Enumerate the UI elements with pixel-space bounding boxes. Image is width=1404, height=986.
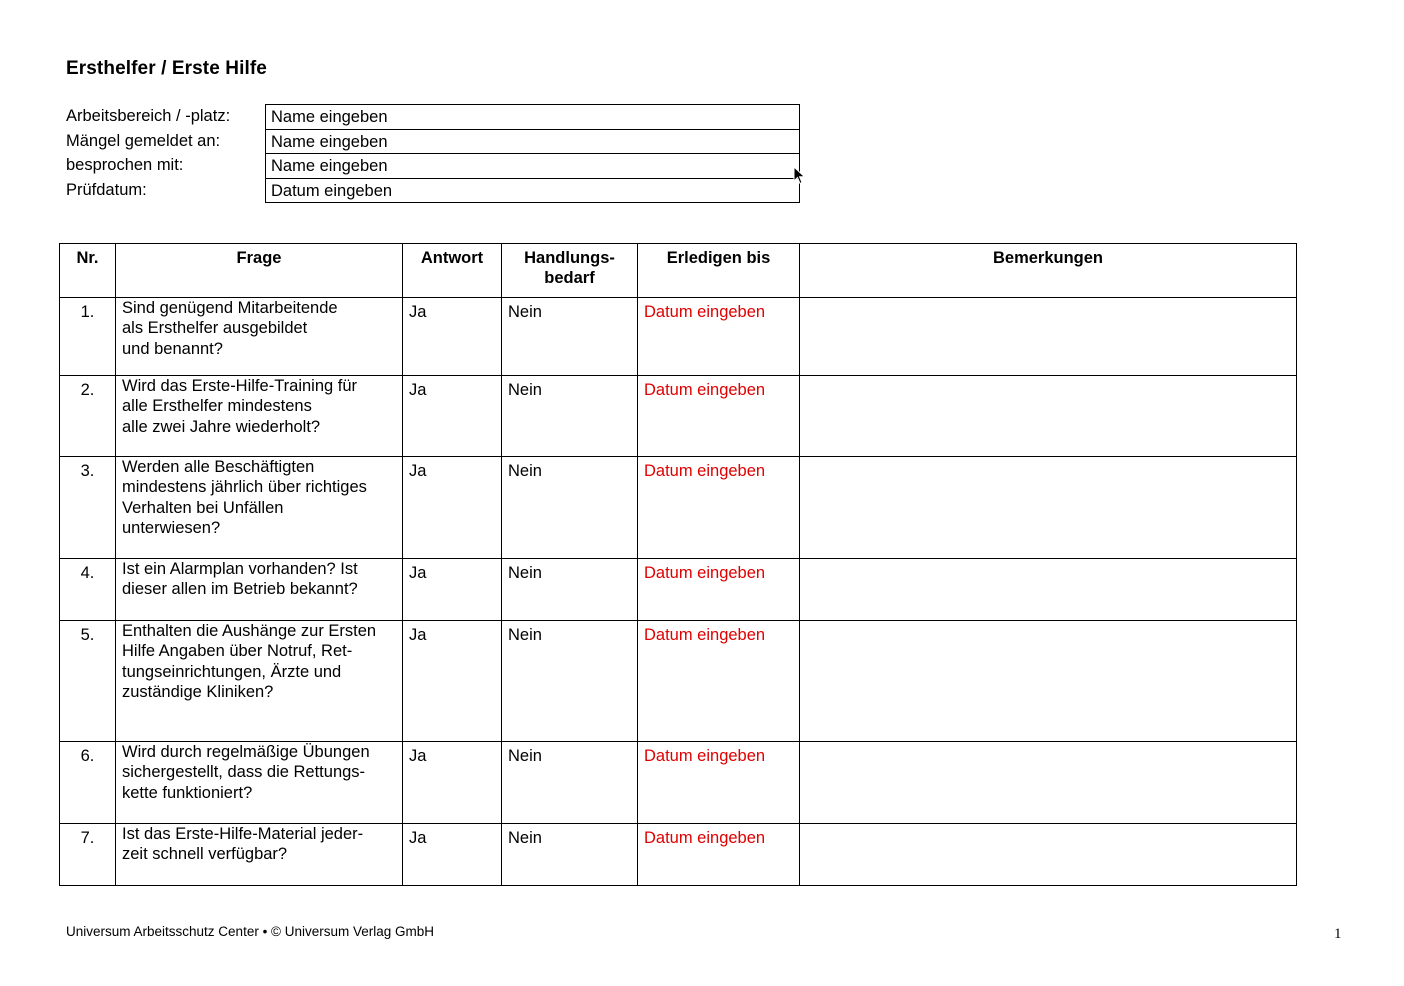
table-row bbox=[60, 457, 1297, 559]
checklist-table bbox=[59, 243, 1297, 886]
row-number: 6. bbox=[60, 742, 116, 824]
table-row bbox=[60, 742, 1297, 824]
row-due-date-field[interactable]: Datum eingeben bbox=[638, 621, 800, 742]
row-remarks-field[interactable] bbox=[800, 457, 1297, 559]
row-remarks-field[interactable] bbox=[800, 824, 1297, 886]
row-number: 2. bbox=[60, 376, 116, 457]
info-labels bbox=[66, 104, 261, 202]
info-label-discussed-with: besprochen mit: bbox=[66, 156, 184, 174]
reported-to-field[interactable]: Name eingeben bbox=[266, 130, 799, 155]
info-form bbox=[265, 104, 800, 203]
row-answer[interactable]: Ja bbox=[403, 457, 502, 559]
row-remarks-field[interactable] bbox=[800, 559, 1297, 621]
row-number: 1. bbox=[60, 298, 116, 376]
question-line: Ist ein Alarmplan vorhanden? Ist bbox=[122, 560, 358, 578]
row-due-date-field[interactable]: Datum eingeben bbox=[638, 824, 800, 886]
row-remarks-field[interactable] bbox=[800, 742, 1297, 824]
header-question: Frage bbox=[116, 244, 403, 298]
question-line: tungseinrichtungen, Ärzte und bbox=[122, 662, 342, 681]
header-action-needed bbox=[502, 244, 638, 298]
table-row bbox=[60, 376, 1297, 457]
header-due-date: Erledigen bis bbox=[638, 244, 800, 298]
question-line: kette funktioniert? bbox=[122, 783, 253, 802]
row-due-date-field[interactable]: Datum eingeben bbox=[638, 376, 800, 457]
row-due-date-field[interactable]: Datum eingeben bbox=[638, 457, 800, 559]
table-header-row bbox=[60, 244, 1297, 298]
question-line: zeit schnell verfügbar? bbox=[122, 845, 288, 864]
row-question bbox=[116, 742, 403, 824]
question-line: Enthalten die Aushänge zur Ersten bbox=[122, 622, 377, 640]
page-title: Ersthelfer / Erste Hilfe bbox=[66, 58, 267, 79]
question-line: Sind genügend Mitarbeitende bbox=[122, 299, 338, 317]
mouse-pointer-icon bbox=[793, 166, 807, 186]
inspection-date-field[interactable]: Datum eingeben bbox=[271, 181, 393, 200]
info-label-reported-to: Mängel gemeldet an: bbox=[66, 131, 221, 150]
row-answer[interactable]: Ja bbox=[403, 742, 502, 824]
header-action-needed-line1: Handlungs- bbox=[524, 249, 615, 267]
row-remarks-field[interactable] bbox=[800, 298, 1297, 376]
row-due-date-field[interactable]: Datum eingeben bbox=[638, 742, 800, 824]
row-action-needed[interactable]: Nein bbox=[502, 742, 638, 824]
row-number: 3. bbox=[60, 457, 116, 559]
question-line: Werden alle Beschäftigten bbox=[122, 458, 315, 476]
table-row bbox=[60, 559, 1297, 621]
row-remarks-field[interactable] bbox=[800, 376, 1297, 457]
row-question bbox=[116, 824, 403, 886]
table-row bbox=[60, 824, 1297, 886]
question-line: Wird durch regelmäßige Übungen bbox=[122, 743, 370, 761]
row-action-needed[interactable]: Nein bbox=[502, 621, 638, 742]
row-number: 7. bbox=[60, 824, 116, 886]
question-line: alle zwei Jahre wiederholt? bbox=[122, 417, 321, 436]
question-line: Ist das Erste-Hilfe-Material jeder- bbox=[122, 825, 364, 843]
row-action-needed[interactable]: Nein bbox=[502, 457, 638, 559]
row-answer[interactable]: Ja bbox=[403, 298, 502, 376]
page-number: 1 bbox=[1334, 926, 1342, 942]
row-answer[interactable]: Ja bbox=[403, 824, 502, 886]
question-line: dieser allen im Betrieb bekannt? bbox=[122, 580, 358, 599]
question-line: mindestens jährlich über richtiges bbox=[122, 478, 367, 497]
row-number: 4. bbox=[60, 559, 116, 621]
row-question bbox=[116, 621, 403, 742]
row-question bbox=[116, 457, 403, 559]
header-answer: Antwort bbox=[403, 244, 502, 298]
header-action-needed-line2: bedarf bbox=[544, 269, 595, 288]
question-line: und benannt? bbox=[122, 339, 223, 358]
row-question bbox=[116, 298, 403, 376]
header-nr: Nr. bbox=[60, 244, 116, 298]
info-label-inspection-date: Prüfdatum: bbox=[66, 180, 147, 199]
info-label-workplace: Arbeitsbereich / -platz: bbox=[66, 107, 231, 125]
table-row bbox=[60, 298, 1297, 376]
row-question bbox=[116, 559, 403, 621]
row-answer[interactable]: Ja bbox=[403, 559, 502, 621]
question-line: unterwiesen? bbox=[122, 518, 221, 537]
row-answer[interactable]: Ja bbox=[403, 621, 502, 742]
row-question bbox=[116, 376, 403, 457]
row-due-date-field[interactable]: Datum eingeben bbox=[638, 559, 800, 621]
question-line: als Ersthelfer ausgebildet bbox=[122, 319, 308, 338]
row-action-needed[interactable]: Nein bbox=[502, 376, 638, 457]
row-action-needed[interactable]: Nein bbox=[502, 824, 638, 886]
row-action-needed[interactable]: Nein bbox=[502, 298, 638, 376]
workplace-field[interactable]: Name eingeben bbox=[266, 105, 799, 130]
header-remarks: Bemerkungen bbox=[800, 244, 1297, 298]
discussed-with-field[interactable]: Name eingeben bbox=[266, 154, 799, 179]
footer-text: Universum Arbeitsschutz Center • © Universum Verlag GmbH bbox=[66, 924, 435, 939]
row-number: 5. bbox=[60, 621, 116, 742]
question-line: Verhalten bei Unfällen bbox=[122, 498, 284, 517]
table-row bbox=[60, 621, 1297, 742]
row-answer[interactable]: Ja bbox=[403, 376, 502, 457]
question-line: Hilfe Angaben über Notruf, Ret- bbox=[122, 642, 353, 661]
question-line: zuständige Kliniken? bbox=[122, 682, 274, 701]
row-action-needed[interactable]: Nein bbox=[502, 559, 638, 621]
row-due-date-field[interactable]: Datum eingeben bbox=[638, 298, 800, 376]
row-remarks-field[interactable] bbox=[800, 621, 1297, 742]
question-line: alle Ersthelfer mindestens bbox=[122, 397, 312, 416]
question-line: sichergestellt, dass die Rettungs- bbox=[122, 763, 366, 782]
question-line: Wird das Erste-Hilfe-Training für bbox=[122, 377, 358, 395]
